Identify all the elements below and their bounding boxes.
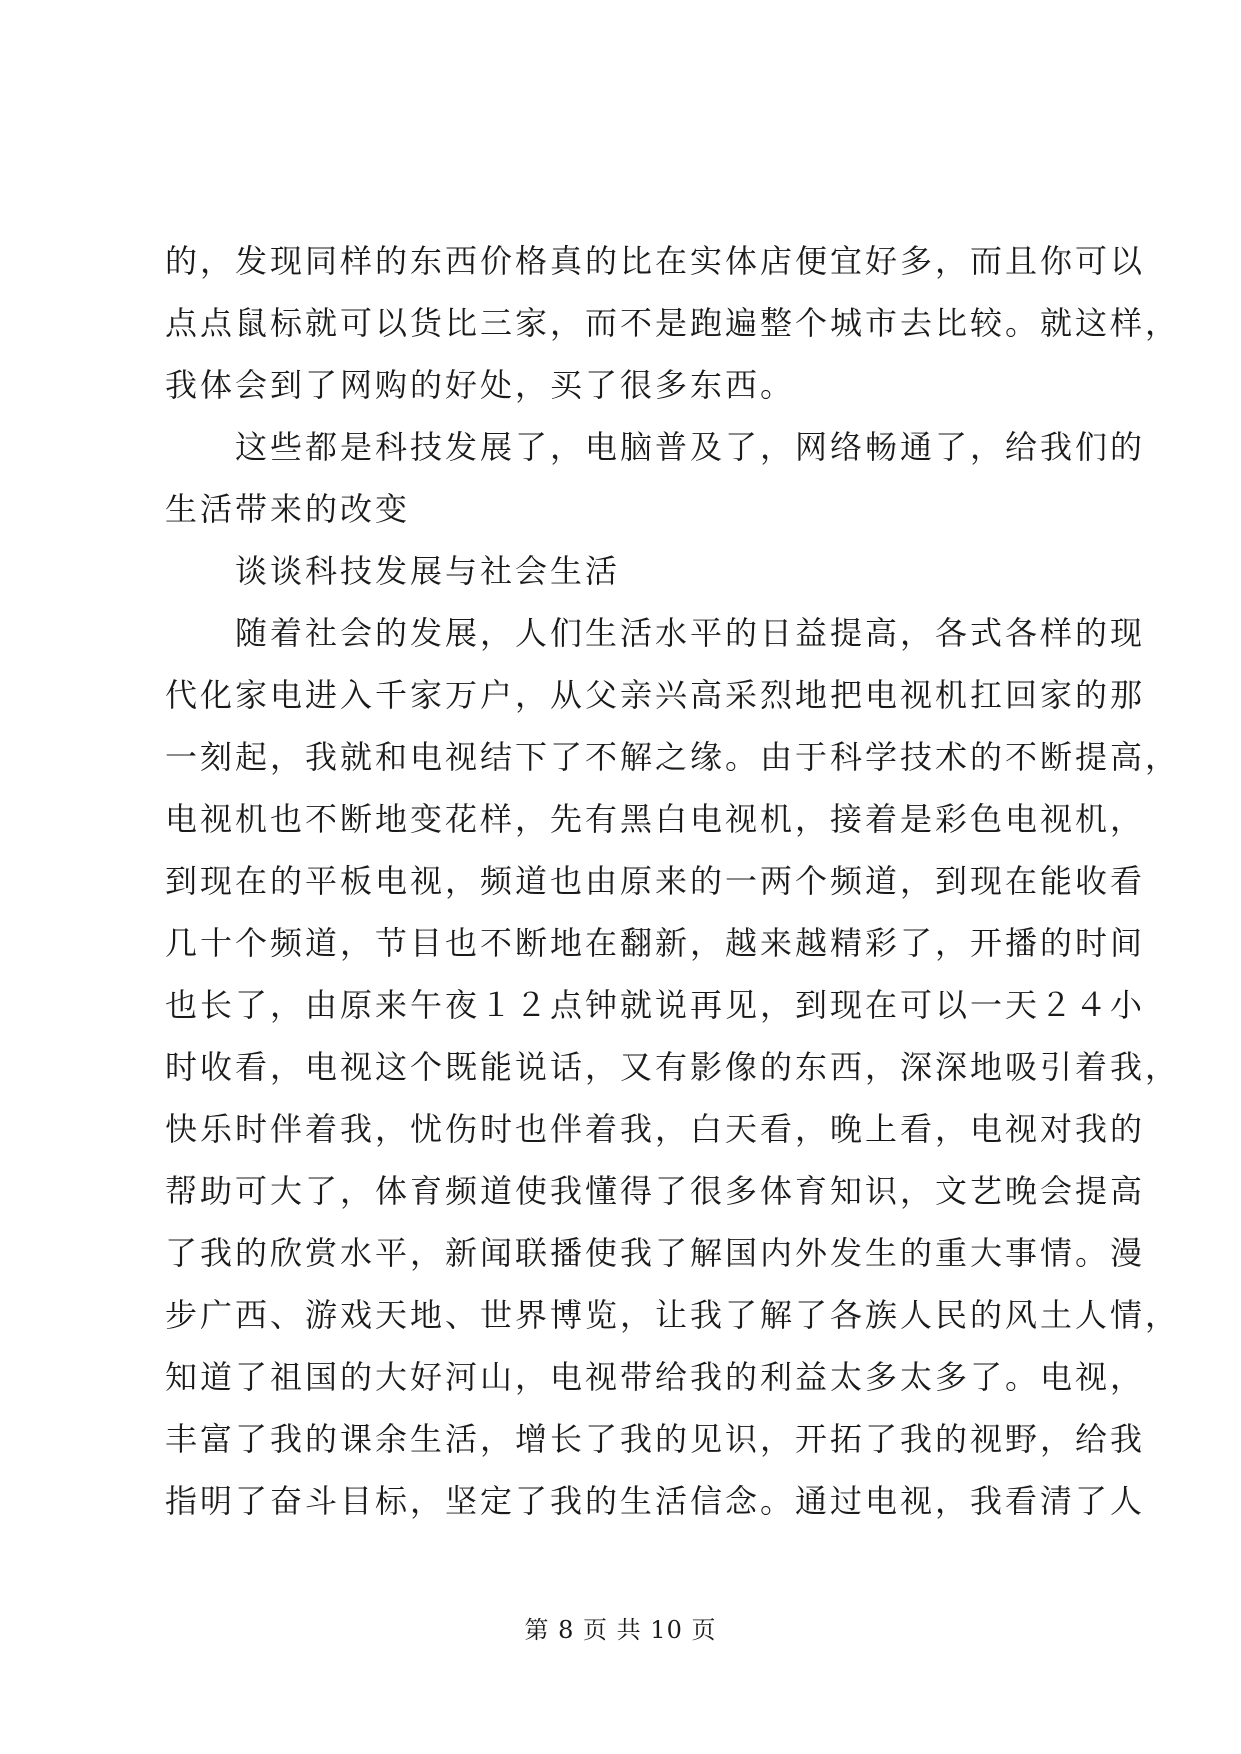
text-line: 生活带来的改变 xyxy=(165,490,411,528)
body-text xyxy=(165,230,1181,1532)
text-line: 点点鼠标就可以货比三家，而不是跑遍整个城市去比较。就这样， xyxy=(165,304,1181,342)
paragraph-start-line: 随着社会的发展，人们生活水平的日益提高，各式各样的现 xyxy=(235,614,1146,652)
text-line: 时收看，电视这个既能说话，又有影像的东西，深深地吸引着我， xyxy=(165,1048,1181,1086)
text-line: 电视机也不断地变花样，先有黑白电视机，接着是彩色电视机， xyxy=(165,800,1146,838)
text-line: 丰富了我的课余生活，增长了我的见识，开拓了我的视野，给我 xyxy=(165,1420,1146,1458)
text-line: 了我的欣赏水平，新闻联播使我了解国内外发生的重大事情。漫 xyxy=(165,1234,1146,1272)
text-line: 一刻起，我就和电视结下了不解之缘。由于科学技术的不断提高， xyxy=(165,738,1181,776)
section-heading: 谈谈科技发展与社会生活 xyxy=(235,552,621,590)
text-line: 几十个频道，节目也不断地在翻新，越来越精彩了，开播的时间 xyxy=(165,924,1146,962)
text-line: 步广西、游戏天地、世界博览，让我了解了各族人民的风土人情， xyxy=(165,1296,1181,1334)
text-line: 帮助可大了，体育频道使我懂得了很多体育知识，文艺晚会提高 xyxy=(165,1172,1146,1210)
text-line: 快乐时伴着我，忧伤时也伴着我，白天看，晚上看，电视对我的 xyxy=(165,1110,1146,1148)
paragraph-start-line: 这些都是科技发展了，电脑普及了，网络畅通了，给我们的 xyxy=(235,428,1146,466)
text-line: 指明了奋斗目标，坚定了我的生活信念。通过电视，我看清了人 xyxy=(165,1482,1146,1520)
text-line: 到现在的平板电视，频道也由原来的一两个频道，到现在能收看 xyxy=(165,862,1146,900)
text-line: 知道了祖国的大好河山，电视带给我的利益太多太多了。电视， xyxy=(165,1358,1146,1396)
text-line: 也长了，由原来午夜１２点钟就说再见，到现在可以一天２４小 xyxy=(165,986,1146,1024)
text-line: 代化家电进入千家万户，从父亲兴高采烈地把电视机扛回家的那 xyxy=(165,676,1146,714)
text-line: 我体会到了网购的好处，买了很多东西。 xyxy=(165,366,796,404)
page-number-footer: 第 8 页 共 10 页 xyxy=(524,1616,717,1644)
text-line: 的，发现同样的东西价格真的比在实体店便宜好多，而且你可以 xyxy=(165,242,1146,280)
